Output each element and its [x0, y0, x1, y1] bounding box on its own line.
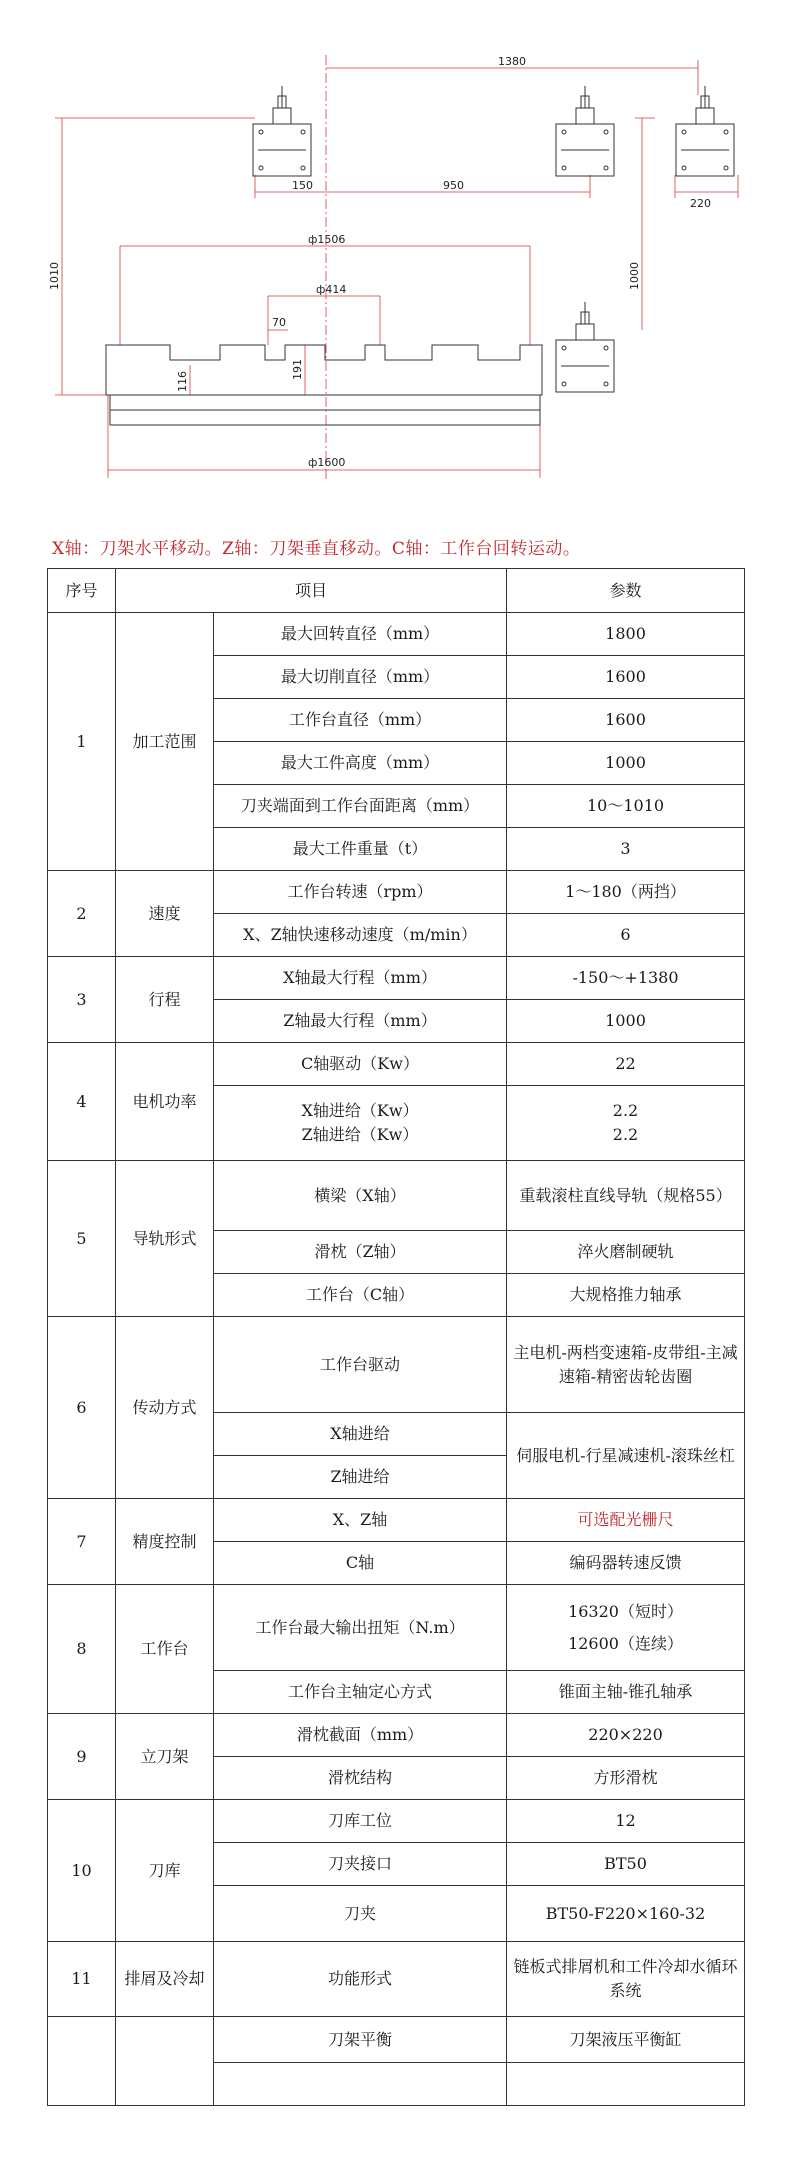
group-no	[48, 2017, 116, 2106]
item-cell: 刀夹端面到工作台面距离（mm）	[214, 785, 507, 828]
group-no: 2	[48, 871, 116, 957]
item-cell: X、Z轴快速移动速度（m/min）	[214, 914, 507, 957]
group-no: 9	[48, 1714, 116, 1800]
item-cell: X轴最大行程（mm）	[214, 957, 507, 1000]
dim-950: 950	[443, 179, 464, 192]
item-cell: 工作台转速（rpm）	[214, 871, 507, 914]
value-cell: 大规格推力轴承	[507, 1274, 745, 1317]
item-cell: 工作台（C轴）	[214, 1274, 507, 1317]
value-cell: 1000	[507, 742, 745, 785]
group-name: 排屑及冷却	[116, 1942, 214, 2017]
table-row	[48, 1317, 745, 1413]
value-cell: -150～+1380	[507, 957, 745, 1000]
value-cell: 6	[507, 914, 745, 957]
value-cell: 刀架液压平衡缸	[507, 2017, 745, 2063]
value-cell: 主电机-两档变速箱-皮带组-主减速箱-精密齿轮齿圈	[507, 1317, 745, 1413]
value-cell: 方形滑枕	[507, 1757, 745, 1800]
group-name: 立刀架	[116, 1714, 214, 1800]
item-cell: 最大回转直径（mm）	[214, 613, 507, 656]
group-name	[116, 2017, 214, 2106]
value-cell: 1～180（两挡）	[507, 871, 745, 914]
table-row	[48, 1585, 745, 1671]
value-cell: 10～1010	[507, 785, 745, 828]
dim-phi1600: ф1600	[308, 456, 346, 469]
value-cell	[507, 1585, 745, 1671]
dim-phi1506: ф1506	[308, 233, 346, 246]
item-cell: 滑枕截面（mm）	[214, 1714, 507, 1757]
dim-1000: 1000	[628, 262, 641, 290]
item-cell: Z轴进给	[214, 1456, 507, 1499]
value-line: 2.2	[612, 1101, 639, 1120]
item-cell	[214, 1086, 507, 1161]
value-cell: 伺服电机-行星减速机-滚珠丝杠	[507, 1413, 745, 1499]
item-cell: 刀架平衡	[214, 2017, 507, 2063]
group-name: 加工范围	[116, 613, 214, 871]
value-cell: 1800	[507, 613, 745, 656]
header-param: 参数	[507, 569, 745, 613]
value-cell: 3	[507, 828, 745, 871]
table-row	[48, 2017, 745, 2063]
dim-116: 116	[176, 371, 189, 392]
item-cell: 最大工件高度（mm）	[214, 742, 507, 785]
table-row	[48, 613, 745, 656]
value-line: 2.2	[612, 1125, 639, 1144]
group-no: 4	[48, 1043, 116, 1161]
item-cell: 滑枕结构	[214, 1757, 507, 1800]
item-cell: 刀夹接口	[214, 1843, 507, 1886]
axis-caption: X轴：刀架水平移动。Z轴：刀架垂直移动。C轴：工作台回转运动。	[52, 539, 581, 559]
value-cell: 1000	[507, 1000, 745, 1043]
value-cell: BT50	[507, 1843, 745, 1886]
table-header-row	[48, 569, 745, 613]
group-name: 电机功率	[116, 1043, 214, 1161]
value-cell: 可选配光栅尺	[507, 1499, 745, 1542]
item-cell: 工作台直径（mm）	[214, 699, 507, 742]
table-row	[48, 1043, 745, 1086]
table-row	[48, 1942, 745, 2017]
dim-1010: 1010	[48, 262, 61, 290]
table-row	[48, 957, 745, 1000]
value-cell: 22	[507, 1043, 745, 1086]
value-cell: 1600	[507, 699, 745, 742]
item-cell: C轴驱动（Kw）	[214, 1043, 507, 1086]
dim-phi414: ф414	[316, 283, 347, 296]
item-cell: 工作台最大输出扭矩（N.m）	[214, 1585, 507, 1671]
item-cell: 刀库工位	[214, 1800, 507, 1843]
dim-150: 150	[292, 179, 313, 192]
group-no: 8	[48, 1585, 116, 1714]
item-cell: 功能形式	[214, 1942, 507, 2017]
value-cell	[507, 2063, 745, 2106]
value-line: 12600（连续）	[568, 1633, 683, 1653]
value-cell: 锥面主轴-锥孔轴承	[507, 1671, 745, 1714]
item-cell: 工作台驱动	[214, 1317, 507, 1413]
dim-70: 70	[272, 316, 286, 329]
spec-table	[47, 568, 745, 2106]
group-name: 精度控制	[116, 1499, 214, 1585]
group-no: 1	[48, 613, 116, 871]
dim-191: 191	[291, 359, 304, 380]
group-name: 导轨形式	[116, 1161, 214, 1317]
table-row	[48, 871, 745, 914]
machine-dimension-drawing	[0, 0, 790, 510]
item-cell: 横梁（X轴）	[214, 1161, 507, 1231]
group-name: 速度	[116, 871, 214, 957]
value-cell: 12	[507, 1800, 745, 1843]
group-no: 7	[48, 1499, 116, 1585]
item-cell: 工作台主轴定心方式	[214, 1671, 507, 1714]
value-cell: 淬火磨制硬轨	[507, 1231, 745, 1274]
table-row	[48, 1499, 745, 1542]
group-name: 行程	[116, 957, 214, 1043]
item-cell: 刀夹	[214, 1886, 507, 1942]
item-cell: Z轴最大行程（mm）	[214, 1000, 507, 1043]
value-cell: 链板式排屑机和工件冷却水循环系统	[507, 1942, 745, 2017]
item-cell: C轴	[214, 1542, 507, 1585]
item-line: X轴进给（Kw）	[301, 1101, 419, 1120]
value-cell: 220×220	[507, 1714, 745, 1757]
item-line: Z轴进给（Kw）	[301, 1125, 419, 1144]
item-cell: X、Z轴	[214, 1499, 507, 1542]
group-no: 3	[48, 957, 116, 1043]
item-cell	[214, 2063, 507, 2106]
header-no: 序号	[48, 569, 116, 613]
dim-220: 220	[690, 197, 711, 210]
group-name: 工作台	[116, 1585, 214, 1714]
group-no: 6	[48, 1317, 116, 1499]
table-row	[48, 1800, 745, 1843]
group-no: 10	[48, 1800, 116, 1942]
item-cell: 滑枕（Z轴）	[214, 1231, 507, 1274]
item-cell: X轴进给	[214, 1413, 507, 1456]
header-item: 项目	[116, 569, 507, 613]
value-cell	[507, 1086, 745, 1161]
value-cell: 1600	[507, 656, 745, 699]
table-row	[48, 1714, 745, 1757]
value-cell: 编码器转速反馈	[507, 1542, 745, 1585]
group-no: 5	[48, 1161, 116, 1317]
table-row	[48, 1161, 745, 1231]
item-cell: 最大切削直径（mm）	[214, 656, 507, 699]
value-cell: 重载滚柱直线导轨（规格55）	[507, 1161, 745, 1231]
group-no: 11	[48, 1942, 116, 2017]
dim-1380: 1380	[498, 55, 526, 68]
value-cell: BT50-F220×160-32	[507, 1886, 745, 1942]
group-name: 传动方式	[116, 1317, 214, 1499]
item-cell: 最大工件重量（t）	[214, 828, 507, 871]
value-line: 16320（短时）	[568, 1601, 683, 1621]
group-name: 刀库	[116, 1800, 214, 1942]
